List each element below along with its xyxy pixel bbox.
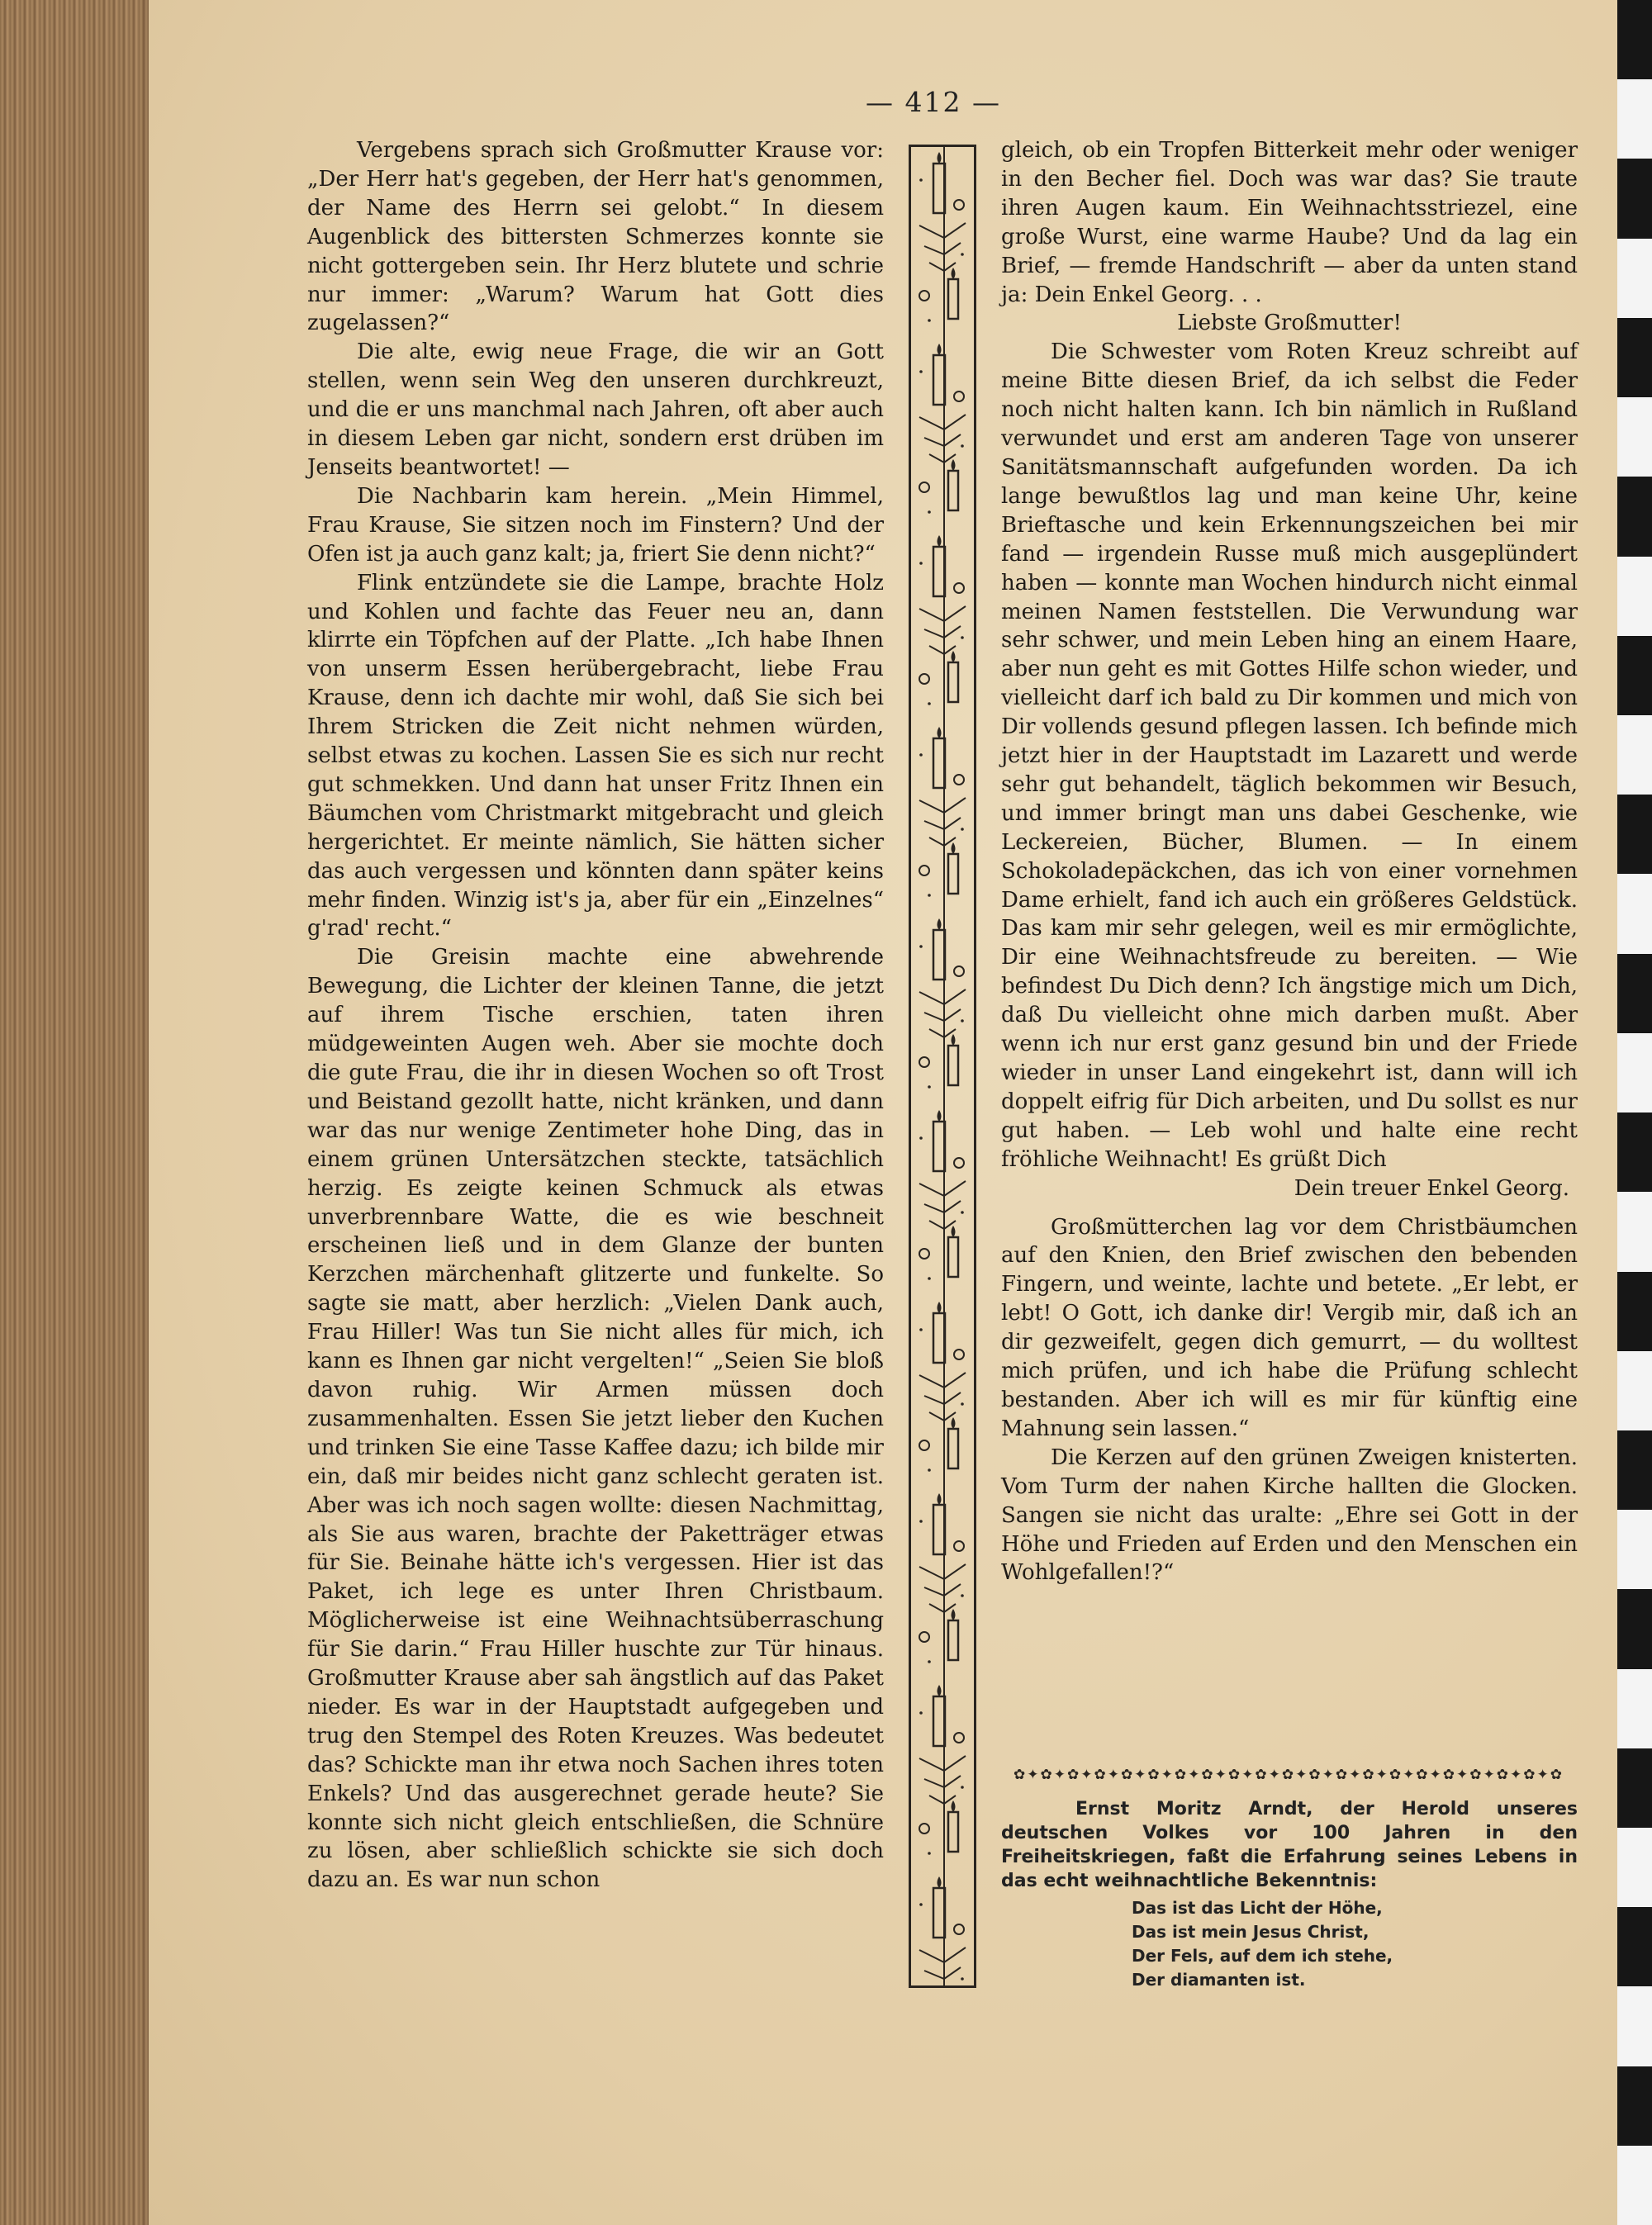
left-paragraph-4: Flink entzündete sie die Lampe, brachte Holz und Kohlen und fachte das Feuer neu an, dann klirrte ein Töpfchen auf der Platte. „Ich habe Ihnen von unserm Essen herübergebracht, liebe Frau Krause, denn ich dachte mir wohl, daß Sie sich bei Ihrem Stricken die Zeit nicht nehmen würden, selbst etwas zu kochen. Lassen Sie es sich nur recht gut schmekken. Und dann hat unser Fritz Ihnen ein Bäumchen vom Christmarkt mitgebracht und gleich hergerichtet. Er meinte nämlich, Sie hätten sicher das auch vergessen und könnten dann später keins mehr finden. Winzig ist's ja, aber für ein „Einzelnes“ g'rad' recht.“: [307, 570, 884, 942]
left-paragraph-1: Vergebens sprach sich Großmutter Krause vor: „Der Herr hat's gegeben, der Herr hat's genommen, der Name des Herrn sei gelobt.“ In diesem Augenblick des bittersten Schmerzes konnte sie nicht gottergeben sein. Ihr Herz blutete und schrie nur immer: „Warum? Warum hat Gott dies zugelassen?“: [307, 138, 884, 336]
book-page-edges: [0, 0, 165, 2225]
left-paragraph-5: Die Greisin machte eine abwehrende Bewegung, die Lichter der kleinen Tanne, die jetzt auf ihrem Tische erschien, taten ihren müdgeweinten Augen weh. Aber sie mochte doch die gute Frau, die ihr in diesen Wochen so oft Trost und Beistand gezollt hatte, nicht kränken, und dann war das nur wenige Zentimeter hohe Ding, das in einem grünen Untersätzchen steckte, tatsächlich herzig. Es zeigte keinen Schmuck als etwas unverbrennbare Watte, die es wie beschneit erscheinen ließ und in dem Glanze der bunten Kerzchen märchenhaft glitzerte und funkelte. So sagte sie matt, aber herzlich: „Vielen Dank auch, Frau Hiller! Was tun Sie nicht alles für mich, ich kann es Ihnen gar nicht vergelten!“ „Seien Sie bloß davon ruhig. Wir Armen müssen doch zusammenhalten. Essen Sie jetzt lieber den Kuchen und trinken Sie eine Tasse Kaffee dazu; ich bilde mir ein, daß mir beides nicht ganz schlecht geraten ist. Aber was ich noch sagen wollte: diesen Nachmittag, als Sie aus waren, brachte der Paketträger etwas für Sie. Beinahe hätte ich's vergessen. Hier ist das Paket, ich lege es unter Ihren Christbaum. Möglicherweise ist eine Weihnachtsüberraschung für Sie darin.“ Frau Hiller huschte zur Tür hinaus. Großmutter Krause aber sah ängstlich auf das Paket nieder. Es war in der Hauptstadt aufgegeben und trug den Stempel des Roten Kreuzes. Was bedeutet das? Schickte man ihr etwa noch Sachen ihres toten Enkels? Und das ausgerechnet gerade heute? Sie konnte sich nicht gleich entschließen, die Schnüre zu lösen, aber schließlich schickte sie sich doch dazu an. Es war nun schon: [307, 945, 884, 1893]
right-paragraph-after-letter-1: Großmütterchen lag vor dem Christbäumchen auf den Knien, den Brief zwischen den bebenden Fingern, und weinte, lachte und betete. „Er lebt, er lebt! O Gott, ich danke dir! Vergib mir, daß ich an dir gezweifelt, gegen dich gemurrt, — du wolltest mich prüfen, und ich habe die Prüfung schlecht bestanden. Aber ich will es mir für künftig eine Mahnung sein lassen.“: [1001, 1214, 1578, 1441]
poem-line: Das ist mein Jesus Christ,: [1132, 1922, 1370, 1942]
letter-signature: Dein treuer Enkel Georg.: [1294, 1175, 1569, 1201]
left-paragraph-3: Die Nachbarin kam herein. „Mein Himmel, Frau Krause, Sie sitzen noch im Finstern? Und der Ofen ist ja auch ganz kalt; ja, friert Sie denn nicht?“: [307, 483, 884, 567]
poem-line: Der Fels, auf dem ich stehe,: [1132, 1946, 1393, 1966]
page-number: — 412 —: [866, 86, 1001, 118]
arndt-intro: Ernst Moritz Arndt, der Herold unseres deutschen Volkes vor 100 Jahren in den Freiheitskriegen, faßt die Erfahrung seines Lebens in das echt weihnachtliche Bekenntnis:: [1001, 1799, 1578, 1891]
arndt-poem: [1132, 1896, 1462, 1992]
left-paragraph-2: Die alte, ewig neue Frage, die wir an Gott stellen, wenn sein Weg den unseren durchkreuzt, und die er uns manchmal nach Jahren, oft aber auch in diesem Leben gar nicht, sondern erst drüben im Jenseits beantwortet! —: [307, 339, 884, 480]
poem-line: Das ist das Licht der Höhe,: [1132, 1898, 1383, 1918]
color-calibration-strip: [1617, 0, 1652, 2225]
letter-body: Die Schwester vom Roten Kreuz schreibt auf meine Bitte diesen Brief, da ich selbst die Feder noch nicht halten kann. Ich bin nämlich in Rußland verwundet und erst am anderen Tage von unserer Sanitätsmannschaft aufgefunden worden. Da ich lange bewußtlos lag und man keine Uhr, keine Brieftasche und kein Erkennungszeichen bei mir fand — irgendein Russe muß mich ausgeplündert haben — konnte man Wochen hindurch nicht einmal meinen Namen feststellen. Die Verwundung war sehr schwer, und mein Leben hing an einem Haare, aber nun geht es mit Gottes Hilfe schon wieder, und vielleicht darf ich bald zu Dir kommen und mich von Dir vollends gesund pflegen lassen. Ich befinde mich jetzt hier in der Hauptstadt im Lazarett und werde sehr gut behandelt, täglich bekommen wir Besuch, und immer bringt man uns dabei Geschenke, wie Leckereien, Bücher, Blumen. — In einem Schokoladepäckchen, das ich von einer vornehmen Dame erhielt, fand ich auch ein größeres Geldstück. Das kam mir sehr gelegen, weil es mir ermöglichte, Dir eine Weihnachtsfreude zu bereiten. — Wie befindest Du Dich denn? Ich ängstige mich um Dich, daß Du vielleicht ohne mich darben mußt. Aber wenn ich nur erst ganz gesund bin und der Friede wieder in unser Land eingekehrt ist, dann will ich doppelt eifrig für Dich arbeiten, und Du sollst es nur gut haben. — Leb wohl und halte eine recht fröhliche Weihnacht! Es grüßt Dich: [1001, 339, 1578, 1172]
left-column: [307, 136, 884, 1895]
poem-line: Der diamanten ist.: [1132, 1970, 1306, 1990]
letter-salutation: Liebste Großmutter!: [1177, 311, 1402, 336]
ornamental-divider: ✿✦✿✦✿✦✿✦✿✦✿✦✿✦✿✦✿✦✿✦✿✦✿✦✿✦✿✦✿✦✿✦✿✦✿✦✿✦✿✦✿: [1013, 1767, 1564, 1782]
arndt-quote-box: [1001, 1797, 1578, 1893]
right-opening-paragraph: gleich, ob ein Tropfen Bitterkeit mehr oder weniger in den Becher fiel. Doch was war das? Sie traute ihren Augen kaum. Ein Weihnachtsstriezel, eine große Wurst, eine warme Haube? Und da lag ein Brief, — fremde Handschrift — aber da unten stand ja: Dein Enkel Georg. . .: [1001, 138, 1578, 307]
right-column: [1001, 136, 1578, 1587]
candle-ornament-icon: [911, 147, 974, 1985]
right-paragraph-after-letter-2: Die Kerzen auf den grünen Zweigen knisterten. Vom Turm der nahen Kirche hallten die Glocken. Sangen sie nicht das uralte: „Ehre sei Gott in der Höhe und Frieden auf Erden und den Menschen ein Wohlgefallen!?“: [1001, 1445, 1578, 1586]
christmas-candle-border: [909, 145, 976, 1988]
